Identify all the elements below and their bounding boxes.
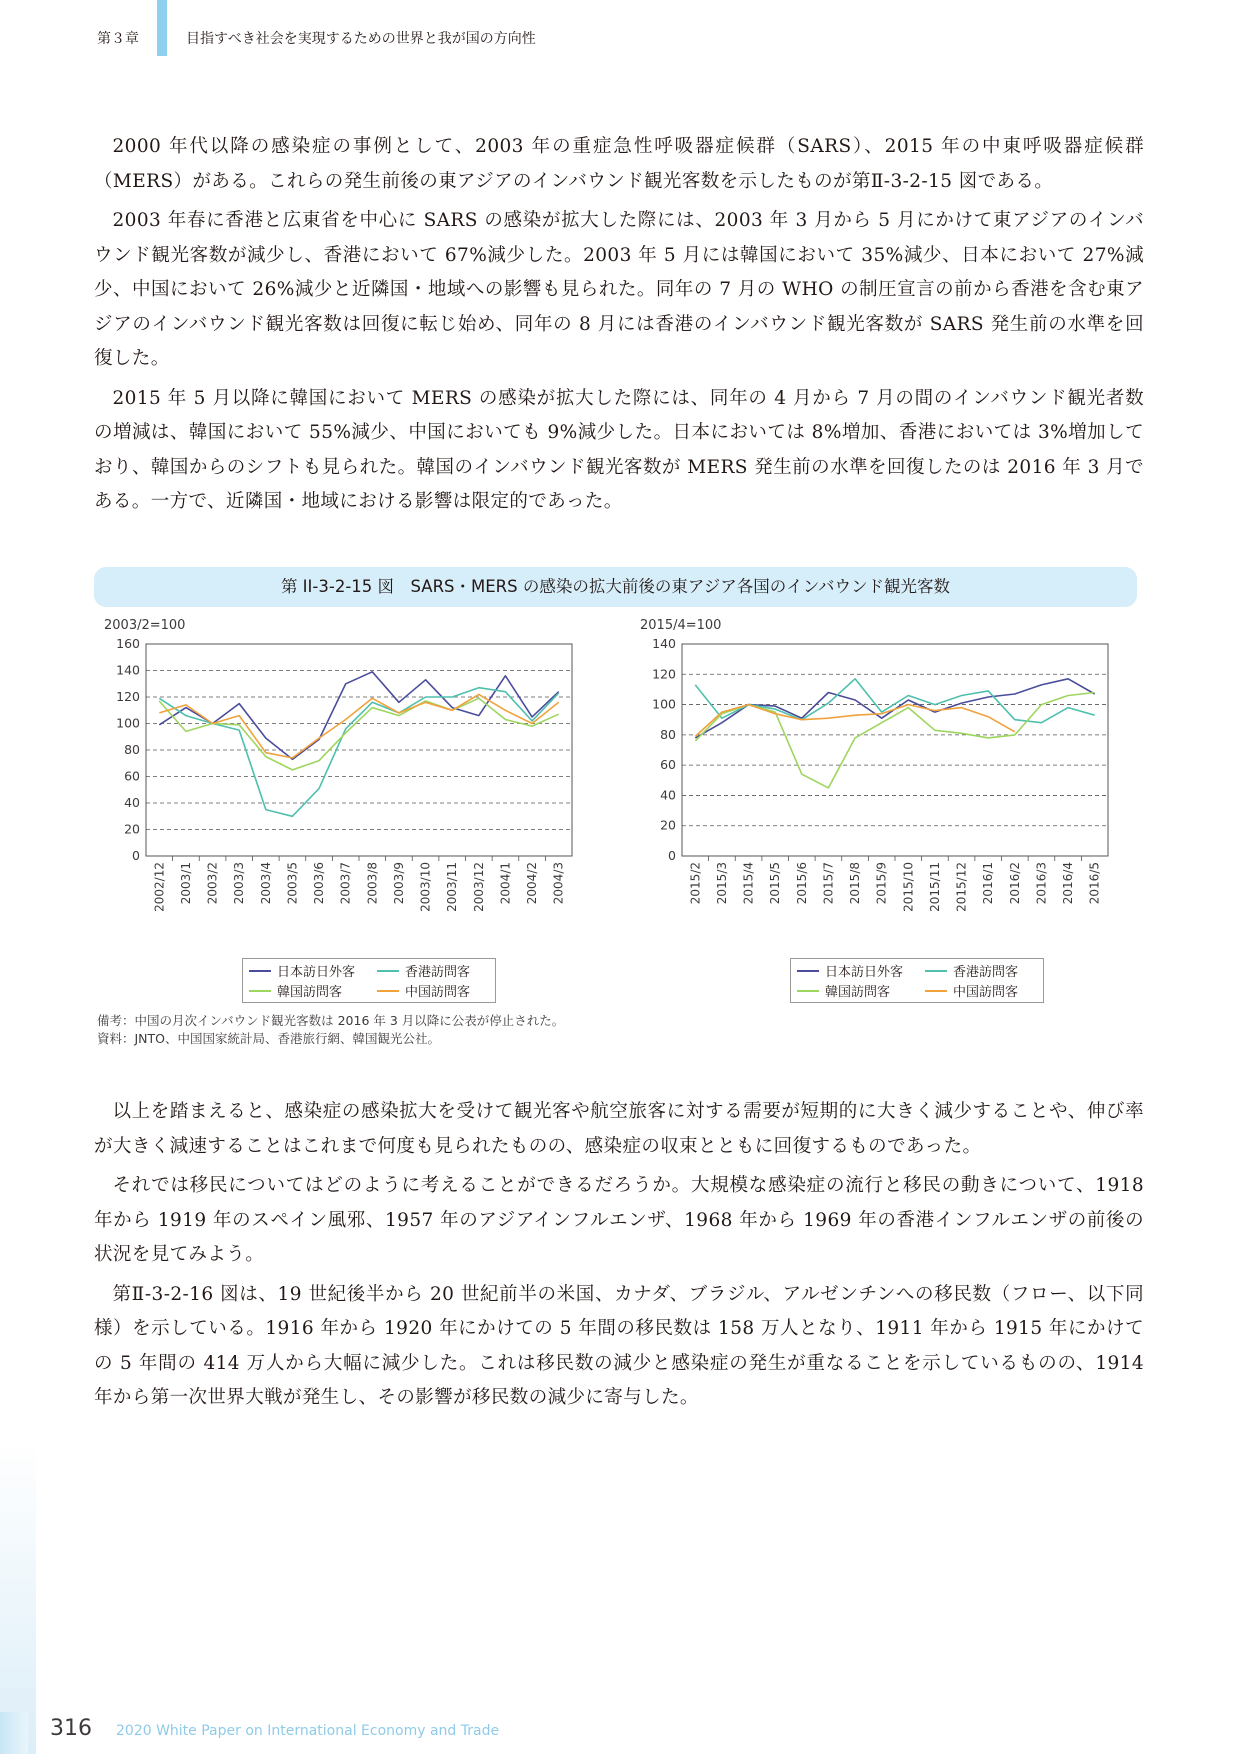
y-tick-label: 80 (124, 742, 140, 757)
chart-sars-plot (104, 618, 574, 958)
legend-swatch (797, 970, 819, 972)
x-tick-label: 2003/11 (445, 862, 460, 912)
legend-swatch (797, 990, 819, 992)
x-tick-label: 2003/3 (232, 862, 247, 905)
series-line-3 (695, 705, 1015, 737)
x-tick-label: 2015/5 (768, 862, 783, 905)
y-tick-label: 60 (124, 768, 140, 784)
y-tick-label: 80 (660, 726, 676, 742)
y-tick-label: 0 (668, 848, 676, 863)
x-tick-label: 2015/12 (954, 862, 969, 912)
page-header (0, 0, 1241, 80)
x-tick-label: 2004/1 (498, 862, 513, 905)
legend-item-hongkong (925, 961, 1037, 980)
figure-source: 資料：JNTO、中国国家統計局、香港旅行網、韓国観光公社。 (97, 1031, 441, 1046)
y-tick-label: 100 (116, 715, 140, 731)
figure-title: 第 II-3-2-15 図 SARS・MERS の感染の拡大前後の東アジア各国のインバウンド観光客数 (280, 577, 951, 596)
x-tick-label: 2016/1 (981, 862, 996, 905)
chart-base-label: 2015/4=100 (640, 618, 722, 633)
y-tick-label: 100 (652, 696, 676, 712)
legend-item-japan (249, 961, 377, 980)
chapter-title: 目指すべき社会を実現するための世界と我が国の方向性 (186, 31, 536, 47)
x-tick-label: 2015/6 (794, 862, 809, 905)
x-tick-label: 2016/4 (1061, 862, 1076, 905)
page-number: 316 (50, 1716, 92, 1741)
y-tick-label: 60 (660, 757, 676, 773)
x-tick-label: 2004/2 (525, 862, 540, 905)
x-tick-label: 2003/7 (338, 862, 353, 905)
legend-label: 中国訪問客 (405, 985, 471, 1000)
chapter-accent-bar (157, 0, 167, 56)
y-tick-label: 140 (652, 636, 676, 651)
x-tick-label: 2003/1 (178, 862, 193, 905)
x-tick-label: 2003/6 (312, 862, 327, 905)
y-tick-label: 20 (124, 821, 140, 837)
x-tick-label: 2016/5 (1087, 862, 1102, 905)
y-tick-label: 140 (116, 662, 140, 678)
x-tick-label: 2015/8 (848, 862, 863, 905)
legend-item-korea (249, 981, 377, 1000)
legend-item-japan (797, 961, 925, 980)
chart-mers-plot (640, 618, 1110, 958)
y-tick-label: 40 (660, 787, 676, 803)
legend-label: 韓国訪問客 (277, 985, 343, 1000)
series-line-1 (695, 679, 1094, 723)
paragraph: それでは移民についてはどのように考えることができるだろうか。大規模な感染症の流行と移民の動きについて、1918 年から 1919 年のスペイン風邪、1957 年のアジアインフルエンザ、1968 年から 1969 年の香港インフルエンザの前後の状況を見てみよう。 (94, 1175, 1144, 1265)
paragraph: 以上を踏まえると、感染症の感染拡大を受けて観光客や航空旅客に対する需要が短期的に大きく減少することや、伸び率が大きく減速することはこれまで何度も見られたものの、感染症の収束とともに回復するものであった。 (94, 1101, 1144, 1157)
legend-item-hongkong (377, 961, 489, 980)
footer-book-title: 2020 White Paper on International Economy and Trade (116, 1723, 500, 1739)
x-tick-label: 2004/3 (551, 862, 566, 905)
legend-swatch (925, 990, 947, 992)
legend-swatch (249, 970, 271, 972)
legend-label: 日本訪日外客 (277, 965, 356, 980)
x-tick-label: 2016/3 (1034, 862, 1049, 905)
x-tick-label: 2015/2 (688, 862, 703, 905)
legend-item-china (925, 981, 1037, 1000)
chart-sars (104, 618, 574, 1018)
y-tick-label: 20 (660, 817, 676, 833)
x-tick-label: 2003/9 (391, 862, 406, 905)
y-tick-label: 40 (124, 795, 140, 810)
x-tick-label: 2016/2 (1007, 862, 1022, 905)
legend-swatch (377, 970, 399, 972)
y-tick-label: 160 (116, 636, 140, 651)
legend-label: 韓国訪問客 (825, 985, 891, 1000)
footer-accent (0, 1712, 28, 1754)
x-tick-label: 2003/2 (205, 862, 220, 905)
y-tick-label: 120 (116, 689, 140, 704)
legend-swatch (925, 970, 947, 972)
x-tick-label: 2015/7 (821, 862, 836, 905)
legend-label: 中国訪問客 (953, 985, 1019, 1000)
legend-item-china (377, 981, 489, 1000)
chart-mers (640, 618, 1110, 1018)
legend-label: 香港訪問客 (953, 965, 1019, 980)
x-tick-label: 2015/4 (741, 862, 756, 905)
legend-label: 日本訪日外客 (825, 965, 904, 980)
x-tick-label: 2003/8 (365, 862, 380, 905)
body-text-before-figure (94, 130, 1144, 525)
paragraph: 2000 年代以降の感染症の事例として、2003 年の重症急性呼吸器症候群（SARS）、2015 年の中東呼吸器症候群（MERS）がある。これらの発生前後の東アジアのインバウンド観光客数を示したものが第Ⅱ-3-2-15 図である。 (94, 136, 1144, 192)
x-tick-label: 2003/4 (258, 862, 273, 905)
y-tick-label: 120 (652, 666, 676, 682)
x-tick-label: 2015/10 (901, 862, 916, 912)
paragraph: 2015 年 5 月以降に韓国において MERS の感染が拡大した際には、同年の 4 月から 7 月の間のインバウンド観光者数の増減は、韓国において 55%減少、中国においても 9%減少した。日本においては 8%増加、香港においては 3%増加しており、韓国からのシフトも見られた。韓国のインバウンド観光客数が MERS 発生前の水準を回復したのは 2016 年 3 月である。一方で、近隣国・地域における影響は限定的であった。 (94, 387, 1144, 512)
series-line-3 (159, 694, 558, 758)
figure-notes (97, 1012, 564, 1048)
x-tick-label: 2002/12 (152, 862, 167, 912)
figure-title-band (94, 567, 1137, 607)
x-tick-label: 2015/3 (714, 862, 729, 905)
x-tick-label: 2003/10 (418, 862, 433, 912)
paragraph: 2003 年春に香港と広東省を中心に SARS の感染が拡大した際には、2003 年 3 月から 5 月にかけて東アジアのインバウンド観光客数が減少し、香港において 67%減少した。2003 年 5 月には韓国において 35%減少、日本において 27%減少、中国において 26%減少と近隣国・地域への影響も見られた。同年の 7 月の WHO の制圧宣言の前から香港を含む東アジアのインバウンド観光客数は回復に転じ始め、同年の 8 月には香港のインバウンド観光客数が SARS 発生前の水準を回復した。 (94, 210, 1144, 369)
chart-base-label: 2003/2=100 (104, 618, 186, 633)
page-side-strip (0, 0, 36, 1754)
x-tick-label: 2015/9 (874, 862, 889, 905)
y-tick-label: 0 (132, 848, 140, 863)
plot-frame (682, 644, 1108, 856)
figure-note: 備考：中国の月次インバウンド観光客数は 2016 年 3 月以降に公表が停止された。 (97, 1013, 565, 1028)
legend-swatch (249, 990, 271, 992)
chart-legend (242, 958, 496, 1003)
paragraph: 第Ⅱ-3-2-16 図は、19 世紀後半から 20 世紀前半の米国、カナダ、ブラジル、アルゼンチンへの移民数（フロー、以下同様）を示している。1916 年から 1920 年にかけての 5 年間の移民数は 158 万人となり、1911 年から 1915 年にかけての 5 年間の 414 万人から大幅に減少した。これは移民数の減少と感染症の発生が重なることを示しているものの、1914 年から第一次世界大戦が発生し、その影響が移民数の減少に寄与した。 (94, 1283, 1144, 1408)
legend-swatch (377, 990, 399, 992)
legend-item-korea (797, 981, 925, 1000)
chart-legend (790, 958, 1044, 1003)
x-tick-label: 2003/5 (285, 862, 300, 905)
x-tick-label: 2003/12 (471, 862, 486, 912)
chapter-label: 第３章 (97, 31, 139, 47)
legend-label: 香港訪問客 (405, 965, 471, 980)
body-text-after-figure (94, 1095, 1144, 1421)
x-tick-label: 2015/11 (927, 862, 942, 912)
